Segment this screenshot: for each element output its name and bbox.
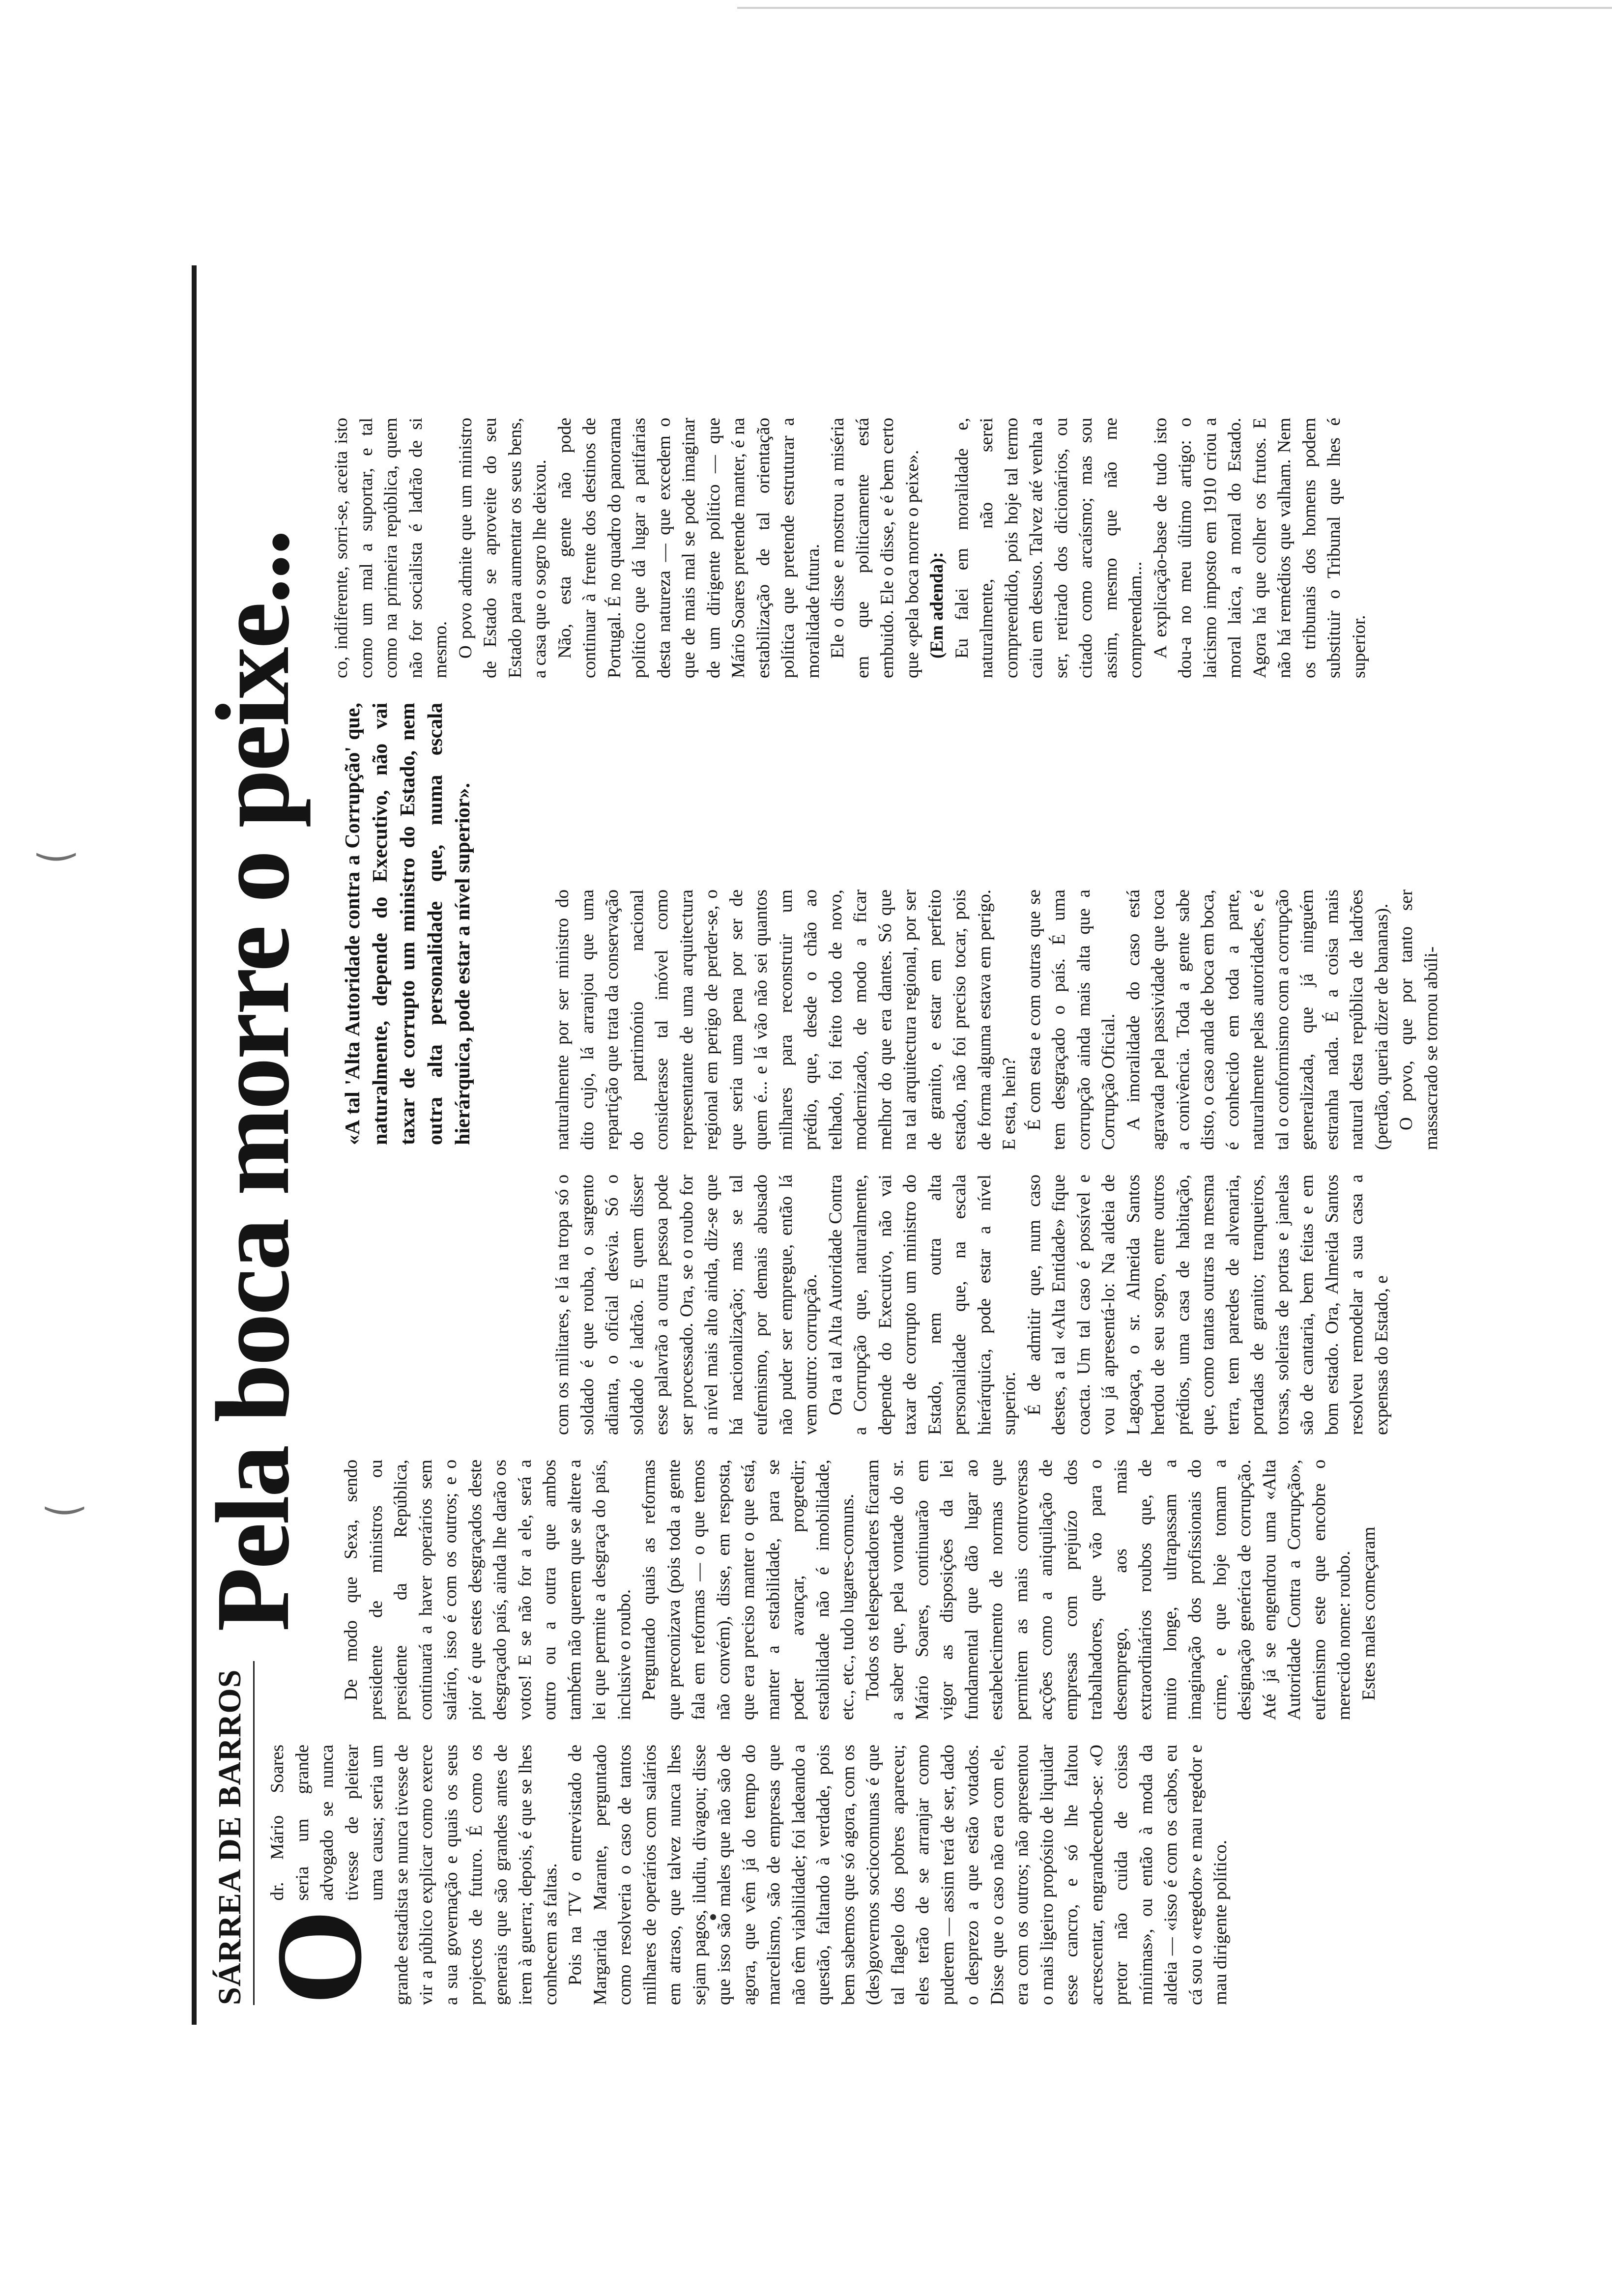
scan-artifact-mark: ‿ — [47, 1463, 83, 1515]
paragraph: naturalmente por ser ministro do dito cujo, lá arranjou que uma repartição que trata da conservação do património nacional considerasse tal imóvel como representante de uma arquitectura regional em perigo de perder-se, o que seria uma pena por ser de quem é... e lá vão não sei quantos milhares para reconstruir um prédio, que, desde o chão ao telhado, foi feito todo de novo, modernizado, de modo a ficar melhor do que era dantes. Só que na tal arquitectura regional, por ser de granito, e estar em perfeito estado, não foi preciso tocar, pois de forma alguma estava em perigo. E esta, hein? — [552, 890, 1019, 1150]
paragraph: É com esta e com outras que se tem desgraçado o país. É uma corrupção ainda mais alta que a Corrupção Oficial. — [1024, 890, 1119, 1150]
paragraph: com os militares, e lá na tropa só o soldado é que rouba, o sargento adianta, o oficial desvia. Só o soldado é ladrão. E quem disser esse palavrão a outra pessoa pode ser processado. Ora, se o roubo for a nível mais alto ainda, diz-se que há nacionalização; mas se tal eufemismo, por demais abusado não puder ser empregue, então lá vem outro: corrupção. — [552, 1175, 821, 1435]
scan-artifact-mark: ‿ — [38, 809, 74, 861]
paragraph: Eu falei em moralidade e, naturalmente, não serei compreendido, pois hoje tal termo caiu em desuso. Talvez até venha a ser, retirado dos dicionários, ou citado como arcaísmo; mas sou assim, mesmo que não me compreendam... — [951, 418, 1146, 678]
article-column-1 — [251, 1745, 1563, 2005]
byline: SÁRREA DE BARROS — [212, 1669, 248, 2005]
scan-edge-line — [737, 7, 1612, 9]
article-column-3 — [550, 1175, 1563, 1435]
paragraph: Pois na TV o entrevistado de Margarida Marante, perguntado como resolveria o caso de tantos milhares de operários com salários em atraso, que talvez nunca lhes sejam pagos, iludiu, divagou; disse que isso são males que não são de agora, que vêm já do tempo do marcelismo, são de empresas que não têm viabilidade; foi ladeando a questão, faltando à verdade, pois bem sabemos que só agora, com os (des)governos sociocomunas é que tal flagelo dos pobres apareceu; eles terão de se arranjar como puderem — assim terá de ser, dado o desprezo a que estão votados. Disse que o caso não era com ele, era com os outros; não apresentou o mais ligeiro propósito de liquidar esse cancro, e só lhe faltou acrescentar, engrandecendo-se: «O pretor não cuida de coisas mínimas», ou então à moda da aldeia — «isso é com os cabos, eu cá sou o «regedor» e mau regedor e mau dirigente político. — [565, 1745, 1231, 2005]
headline: Pela boca morre o peixe... — [195, 531, 311, 1632]
paragraph: Não, esta gente não pode continuar à frente dos destinos de Portugal. É no quadro do panorama político que dá lugar a patifarias desta natureza — que excedem o que de mais mal se pode imaginar de um dirigente político — que Mário Soares pretende manter, é na estabilização de tal orientação política que pretende estruturar a moralidade futura. — [554, 418, 823, 678]
paragraph: co, indiferente, sorri-se, aceita isto como um mal a suportar, e tal como na primeira república, quem não for socialista é ladrão de si mesmo. — [331, 418, 451, 678]
paragraph: (Em adenda): — [927, 552, 947, 659]
article-column-4 — [550, 890, 1563, 1150]
drop-cap: O — [251, 1909, 387, 2005]
paragraph: O povo admite que um ministro de Estado se aproveite do seu Estado para aumentar os seus bens, a casa que o sogro lhe deixou. — [455, 418, 550, 678]
paragraph: Todos os telespectadores ficaram a saber que, pela vontade do sr. Mário Soares, continuarão em vigor as disposições da lei fundamental que dão lugar ao estabelecimento de normas que permitem as mais controversas acções como a aniquilação de empresas com prejuízo dos trabalhadores, que vão para o desemprego, aos mais extraordinários roubos que, de muito longe, ultrapassam a imaginação dos profissionais do crime, e que hoje tomam a designação genérica de corrupção. Até já se engendrou uma «Alta Autoridade Contra a Corrupção», eufemismo este que encobre o merecido nome: roubo. — [862, 1460, 1354, 1720]
paragraph: A explicação-base de tudo isto dou-a no meu último artigo: o laicismo imposto em 1910 criou a moral laica, a moral do Estado. Agora há que colher os frutos. E não há remédios que valham. Nem os tribunais dos homens podem substituir o Tribunal que lhes é superior. — [1150, 418, 1369, 678]
paragraph: Ora a tal Alta Autoridade Contra a Corrupção que, naturalmente, depende do Executivo, não vai taxar de corrupto um ministro do Estado, nem outra alta personalidade que, na escala hierárquica, pode estar a nível superior. — [825, 1175, 1019, 1435]
paragraph: dr. Mário Soares seria um grande advogado se nunca tivesse de pleitear uma causa; seria um grande estadista se nunca tivesse de vir a público explicar como exerce a sua governação e quais os seus projectos de futuro. É como os generais que são grandes antes de irem à guerra; depois, é que se lhes conhecem as faltas. — [267, 1745, 561, 2005]
paragraph: De modo que Sexa, sendo presidente de ministros ou presidente da República, continuará a haver operários sem salário, isso é com os outros; e o pior é que estes desgraçados deste desgraçado país, ainda lhe darão os votos! E se não for a ele, será a outro ou a outra que ambos também não querem que se altere a lei que permite a desgraça do país, inclusive o roubo. — [341, 1460, 634, 1720]
paragraph: É de admitir que, num caso destes, a tal «Alta Entidade» fique coacta. Um tal caso é possível e vou já apresentá-lo: Na aldeia de Lagoaça, o sr. Almeida Santos herdou de seu sogro, entre outros prédios, uma casa de habitação, que, como tantas outras na mesma terra, tem paredes de alvenaria, portadas de granito; tranqueiros, torsas, soleiras de portas e janelas são de cantaria, bem feitas e em bom estado. Ora, Almeida Santos resolveu remodelar a sua casa a expensas do Estado, e — [1024, 1175, 1392, 1435]
byline-box — [206, 1661, 255, 2005]
lead-quote: «A tal 'Alta Autoridade contra a Corrupção' que, naturalmente, depende do Executivo, não vai taxar de corrupto um ministro do Estado, nem outra alta personalidade que, numa escala hierárquica, pode estar a nível superior». — [342, 703, 474, 1145]
article-column-5 — [329, 418, 1563, 678]
article-column-2 — [339, 1460, 1563, 1720]
paragraph: Ele o disse e mostrou a miséria em que politicamente está embuido. Ele o disse, e é bem certo que «pela boca morre o peixe». — [828, 418, 922, 678]
paragraph: A imoralidade do caso está agravada pela passividade que toca a conivência. Toda a gente sabe disto, o caso anda de boca em boca, é conhecido em toda a parte, naturalmente pelas autoridades, e é tal o conformismo com a corrupção generalizada, que já ninguém estranha nada. É a coisa mais natural desta república de ladrões (perdão, queria dizer de bananas). — [1123, 890, 1392, 1150]
paragraph: Perguntado quais as reformas que preconizava (pois toda a gente fala em reformas — o que temos não convém), disse, em resposta, que era preciso manter o que está, manter a estabilidade, para se poder avançar, progredir; estabilidade não é imobilidade, etc., etc., tudo lugares-comuns. — [639, 1460, 858, 1720]
paragraph: O povo, que por tanto ser massacrado se tornou abúli- — [1396, 890, 1441, 1150]
newspaper-article — [195, 265, 1573, 2025]
paragraph: Estes males começaram — [1358, 1526, 1379, 1700]
